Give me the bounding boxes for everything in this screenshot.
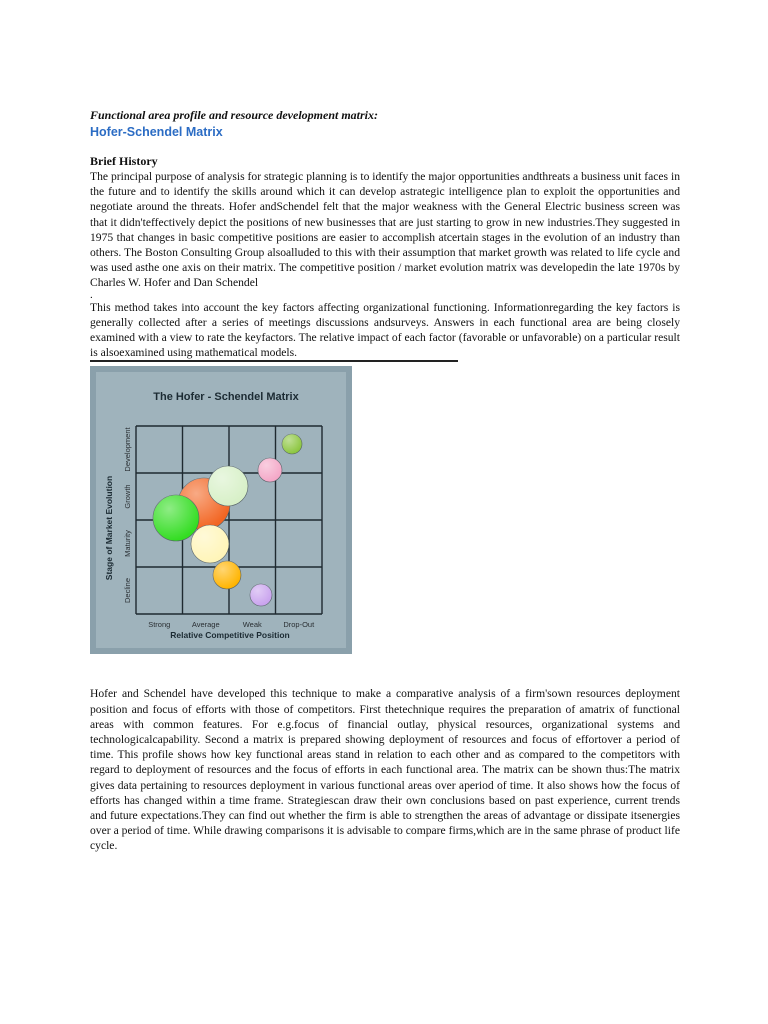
- bubble-highlight: [282, 434, 302, 454]
- x-tick-label: Drop-Out: [283, 620, 315, 630]
- hofer-schendel-figure: [90, 366, 352, 654]
- page-title: Functional area profile and resource development matrix:: [90, 108, 378, 122]
- y-tick-label: Growth: [123, 484, 132, 510]
- y-tick-label: Maturity: [123, 530, 132, 558]
- brief-history-heading: Brief History: [90, 154, 158, 168]
- y-axis-title: Stage of Market Evolution: [104, 476, 114, 581]
- bubble-highlight: [153, 495, 199, 541]
- figure-title: The Hofer - Schendel Matrix: [153, 391, 299, 404]
- conclusion-paragraph: Hofer and Schendel have developed this technique to make a comparative analysis of a firm'sown resources deployment position and focus of efforts with those of competitors. First thetechnique requires the preparation of amatrix of functional areas with common features. For e.g.focus of financial outlay, physical resources, organizational systems and technologicalcapability. Second a matrix is prepared showing deployment of resources and focus of effortover a period of time. This profile shows how key functional areas stand in relation to each other and as compared to the competitors with regard to deployment of resources and the focus of efforts in each functional area. The matrix can be shown thus:The matrix gives data pertaining to resources deployment in various functional areas over aperiod of time. It also shows how the focus of efforts has changed within a time frame. Strategiescan draw their own conclusions based on past experience, current trends and future expectations.They can find out whether the firm is able to strengthen the areas of advantage or dissipate itsenergies over a period of time. While drawing comparisons it is advisable to compare firms,which are in the same phrase of product life cycle.: [90, 687, 680, 853]
- bubble-highlight: [258, 458, 282, 482]
- bubble-highlight: [191, 525, 229, 563]
- y-tick-label: Development: [123, 427, 132, 473]
- bubble-highlight: [250, 584, 272, 606]
- x-tick-label: Strong: [148, 620, 171, 630]
- bubble-highlight: [213, 561, 241, 589]
- separator-dot: .: [90, 288, 93, 301]
- bubble-highlight: [208, 466, 248, 506]
- document-page: [90, 108, 680, 854]
- conclusion-section: [90, 686, 680, 853]
- x-axis-title: Relative Competitive Position: [170, 630, 290, 641]
- page-subtitle: Hofer-Schendel Matrix: [90, 125, 223, 139]
- x-tick-label: Weak: [242, 620, 262, 630]
- x-tick-label: Average: [191, 620, 220, 630]
- method-paragraph: This method takes into account the key factors affecting organizational functioning. Informationregarding the key factors is generally collected after a series of meetings discussions andsurveys. Answers in each functional area are being closely examined with a view to rate the keyfactors. The relative impact of each factor (favorable or unfavorable) on a particular result is alsoexamined using mathematical models.: [90, 300, 680, 360]
- history-paragraph: The principal purpose of analysis for strategic planning is to identify the major opportunities andthreats a business unit faces in the future and to identify the skills around which it can develop astrategic intelligence plan to exploit the opportunities and negotiate around the threats. Hofer andSchendel felt that the major weakness with the General Electric business screen was that it didn'teffectively depict the positions of new businesses that are just starting to grow in new industries.They suggested in 1975 that changes in basic competitive positions are easier to accomplish atcertain stages in the evolution of an industry than others. The Boston Consulting Group alsoalluded to this with their assumption that market growth was related to life cycle and was used asthe one axis on their matrix. The competitive position / market evolution matrix was developedin the late 1970s by Charles W. Hofer and Dan Schendel: [90, 170, 680, 290]
- underline-rule: [90, 360, 458, 362]
- y-tick-label: Decline: [123, 578, 132, 604]
- matrix-svg: [90, 366, 352, 654]
